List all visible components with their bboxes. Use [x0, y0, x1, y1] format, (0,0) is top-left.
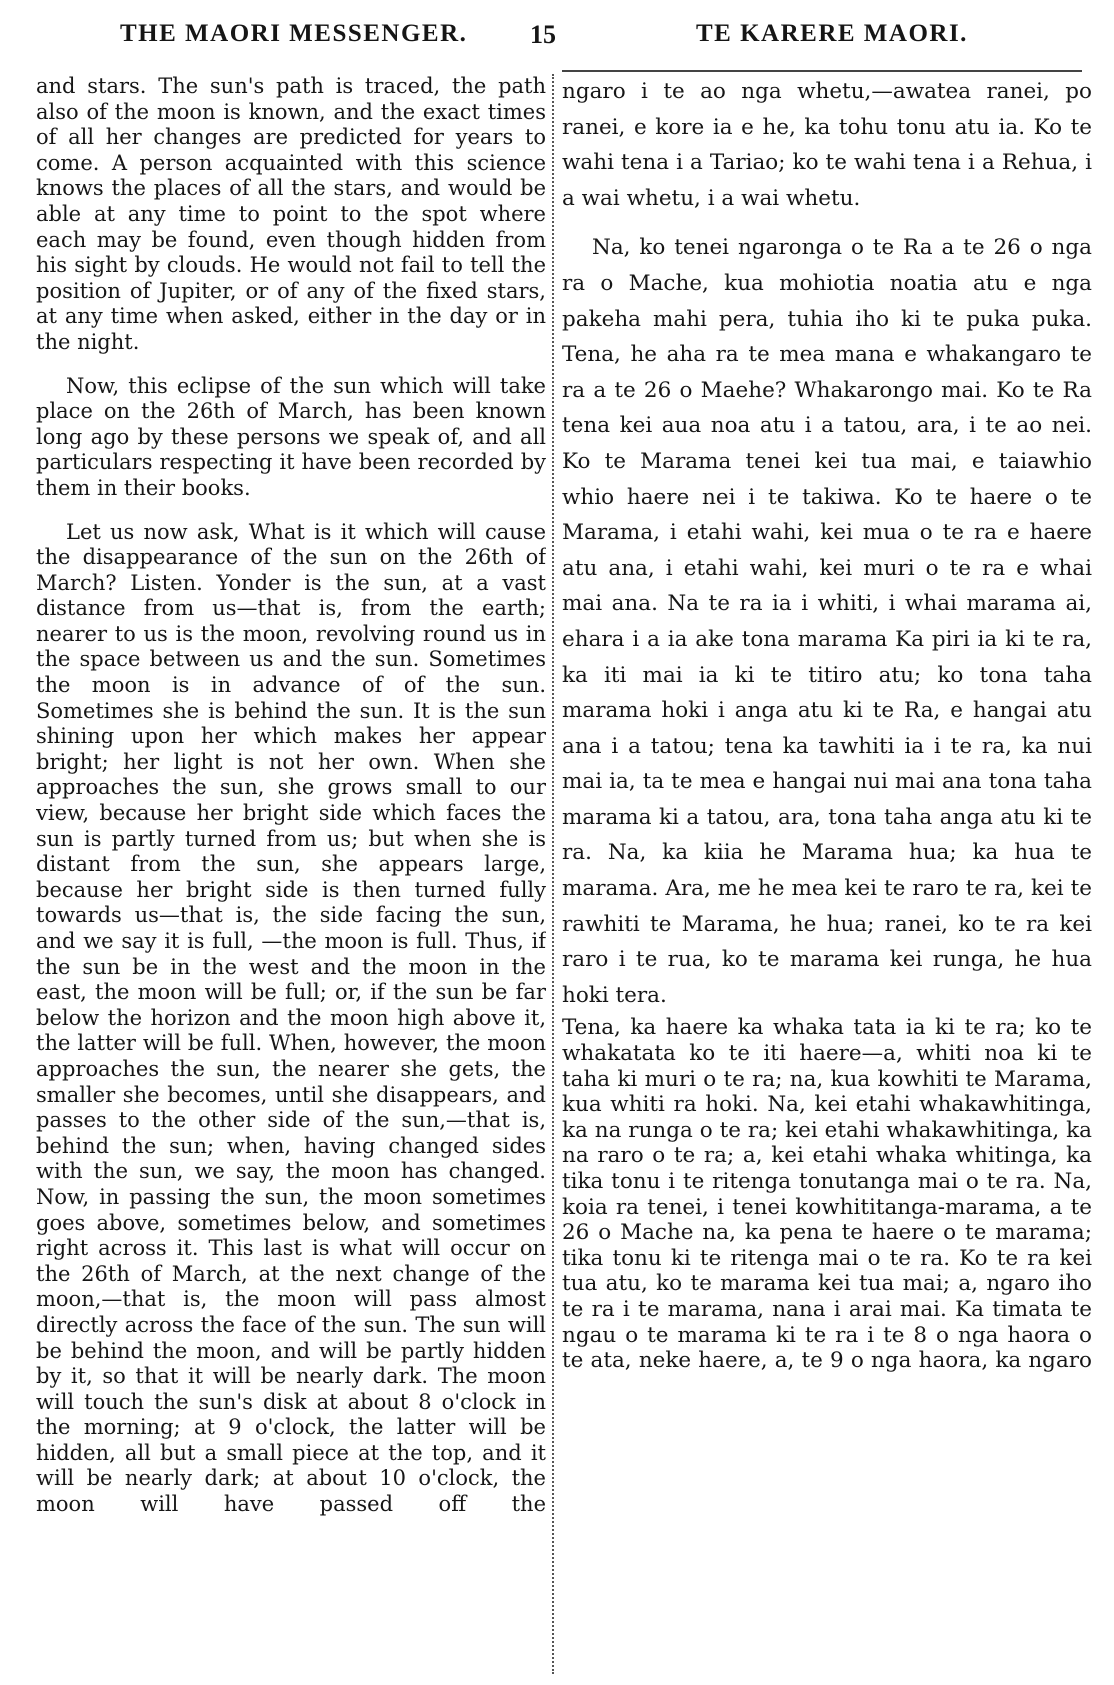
english-column	[36, 74, 546, 1675]
maori-paragraph-2: Na, ko tenei ngaronga o te Ra a te 26 o nga ra o Mache, kua mohiotia noatia atu e nga pakeha mahi pera, tuhia iho ki te puka puka. Tena, he aha ra te mea mana e whakangaro te ra a te 26 o Maehe? Whakarongo mai. Ko te Ra tena kei aua noa atu i a tatou, ara, i te ao nei. Ko te Marama tenei kei tua mai, e taiawhio whio haere nei i te takiwa. Ko te haere o te Marama, i etahi wahi, kei mua o te ra e haere atu ana, i etahi wahi, kei muri o te ra e whai mai ana. Na te ra ia i whiti, i whai marama ai, ehara i a ia ake tona marama Ka piri ia ki te ra, ka iti mai ia ki te titiro atu; ko tona taha marama hoki i anga atu ki te Ra, e hangai atu ana i a tatou; tena ka tawhiti ia i te ra, ka nui mai ia, ta te mea e hangai nui mai ana tona taha marama ki a tatou, ara, tona taha anga atu ki te ra. Na, ka kiia he Marama hua; ka hua te marama. Ara, me he mea kei te raro te ra, kei te rawhiti te Marama, he hua; ranei, ko te ra kei raro i te rua, ko te marama kei runga, he hua hoki tera.	[562, 235, 1092, 1008]
english-paragraph-1: and stars. The sun's path is traced, the path also of the moon is known, and the exact times of all her changes are predicted for years to come. A person acquainted with this science knows the places of all the stars, and would be able at any time to point to the spot where each may be found, even though hidden from his sight by clouds. He would not fail to tell the position of Jupiter, or of any of the fixed stars, at any time when asked, either in the day or in the night.	[36, 74, 546, 354]
english-paragraph-2: Now, this eclipse of the sun which will take place on the 26th of March, has been known long ago by these persons we speak of, and all particulars respecting it have been recorded by them in their books.	[36, 373, 546, 500]
right-column-rule	[562, 70, 1082, 72]
maori-column	[562, 74, 1092, 1675]
english-masthead: THE MAORI MESSENGER.	[120, 20, 468, 47]
page-header	[0, 20, 1114, 60]
english-paragraph-3: Let us now ask, What is it which will cause the disappearance of the sun on the 26th of March? Listen. Yonder is the sun, at a vast distance from us—that is, from the earth; nearer to us is the moon, revolving round us in the space between us and the sun. Sometimes the moon is in advance of of the sun. Sometimes she is behind the sun. It is the sun shining upon her which makes her appear bright; her light is not her own. When she approaches the sun, she grows small to our view, because her bright side which faces the sun is partly turned from us; but when she is distant from the sun, she appears large, because her bright side is then turned fully towards us—that is, the side facing the sun, and we say it is full, —the moon is full. Thus, if the sun be in the west and the moon in the east, the moon will be full; or, if the sun be far below the horizon and the moon high above it, the latter will be full. When, however, the moon approaches the sun, the nearer she gets, the smaller she becomes, until she disappears, and passes to the other side of the sun,—that is, behind the sun; when, having changed sides with the sun, we say, the moon has changed. Now, in passing the sun, the moon sometimes goes above, sometimes below, and sometimes right across it. This last is what will occur on the 26th of March, at the next change of the moon,—that is, the moon will pass almost directly across the face of the sun. The sun will be behind the moon, and will be partly hidden by it, so that it will be nearly dark. The moon will touch the sun's disk at about 8 o'clock in the morning; at 9 o'clock, the latter will be hidden, all but a small piece at the top, and it will be nearly dark; at about 10 o'clock, the moon will have passed off the	[36, 519, 546, 1517]
maori-paragraph-3: Tena, ka haere ka whaka tata ia ki te ra; ko te whakatata ko te iti haere—a, whiti noa ki te taha ki muri o te ra; na, kua kowhiti te Marama, kua whiti ra hoki. Na, kei etahi whakawhitinga, ka na runga o te ra; kei etahi whakawhitinga, ka na raro o te ra; a, kei etahi whaka whitinga, ka tika tonu i te ritenga tonutanga mai o te ra. Na, koia ra tenei, i tenei kowhititanga-marama, a te 26 o Mache na, ka pena te haere o te marama; tika tonu ki te ritenga mai o te ra. Ko te ra kei tua atu, ko te marama kei tua mai; a, ngaro iho te ra i te marama, nana i arai mai. Ka timata te ngau o te marama ki te ra i te 8 o nga haora o te ata, neke haere, a, te 9 o nga haora, ka ngaro	[562, 1015, 1092, 1374]
page-number: 15	[530, 20, 556, 49]
maori-paragraph-1: ngaro i te ao nga whetu,—awatea ranei, po ranei, e kore ia e he, ka tohu tonu atu ia. Ko te wahi tena i a Tariao; ko te wahi tena i a Rehua, i a wai whetu, i a wai whetu.	[562, 79, 1092, 211]
maori-masthead: TE KARERE MAORI.	[696, 20, 968, 47]
column-divider	[552, 74, 554, 1674]
